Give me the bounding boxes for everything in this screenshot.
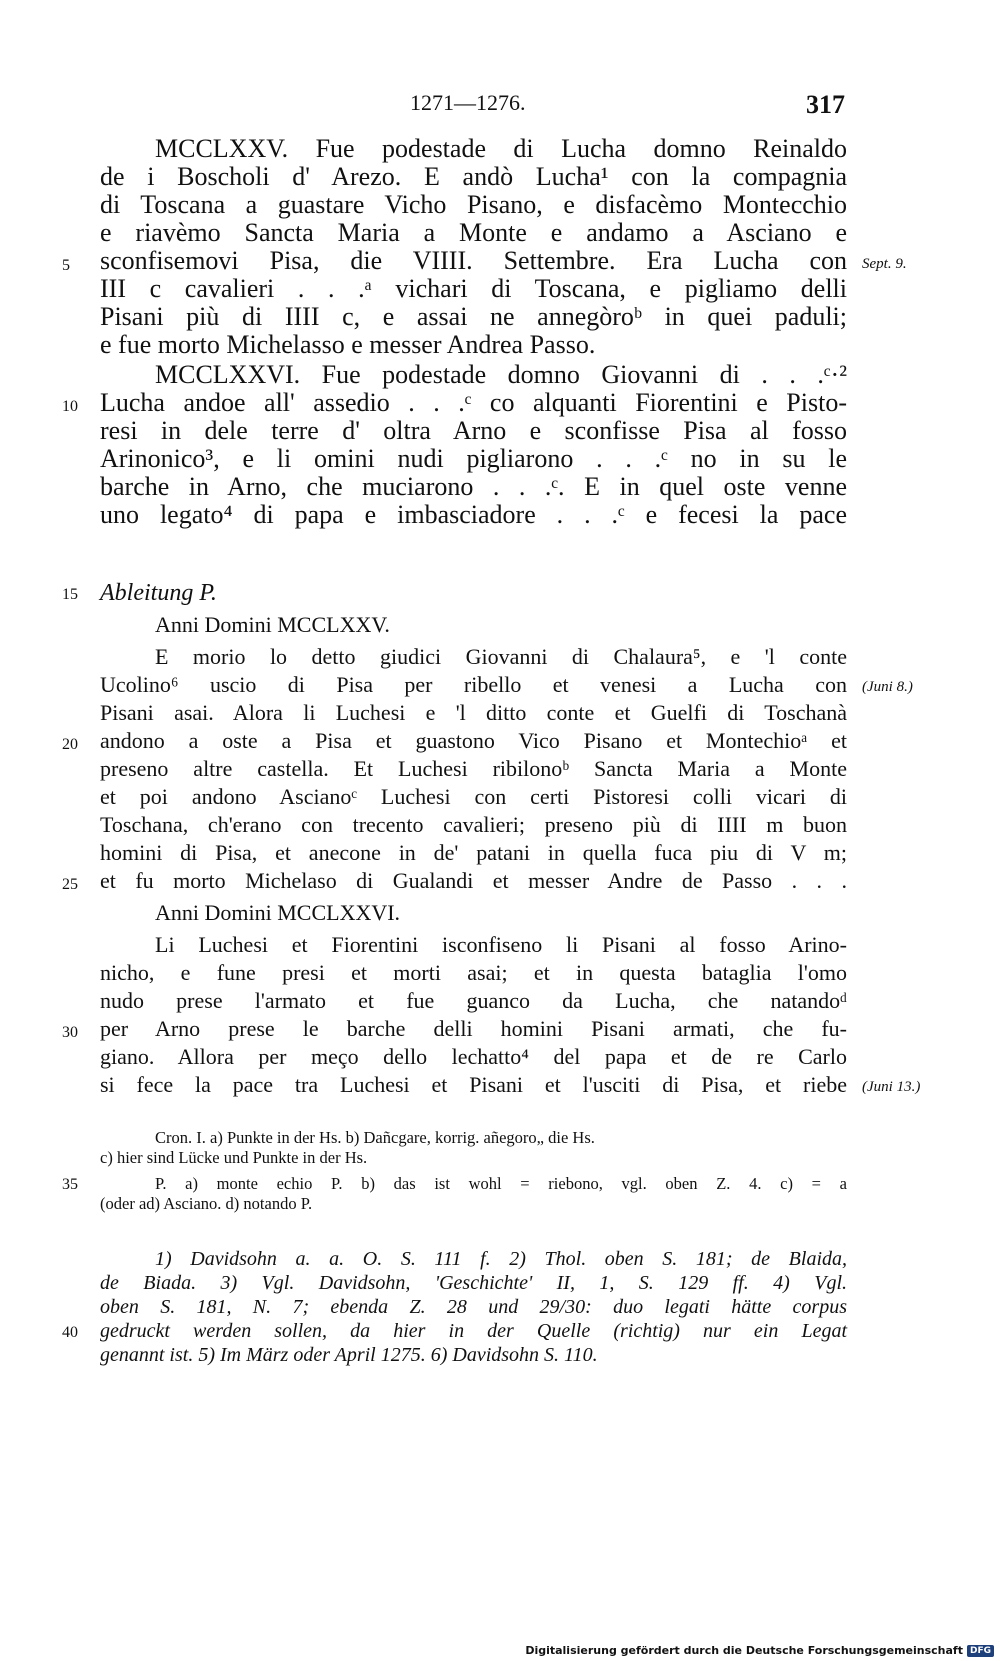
text-line: Pisani più di IIII c, e assai ne annegòroᵇ in quei paduli;	[100, 302, 847, 331]
text-line: homini di Pisa, et anecone in de' patani in quella fuca piu di V m;	[100, 840, 847, 865]
year-range: 1271—1276.	[410, 90, 526, 115]
text-line: per Arno prese le barche delli homini Pisani armati, che fu-	[100, 1016, 847, 1041]
apparatus-line: c) hier sind Lücke und Punkte in der Hs.	[100, 1148, 368, 1167]
page-number: 317	[806, 90, 845, 119]
line-number: 40	[62, 1324, 78, 1341]
text-line: andono a oste a Pisa et guastono Vico Pisano et Montechioᵃ et	[100, 728, 847, 753]
line-number: 25	[62, 876, 78, 893]
margin-date: (Juni 8.)	[862, 679, 913, 695]
section-heading: Ableitung P.	[100, 580, 217, 606]
text-line: de i Boscholi d' Arezo. E andò Lucha¹ con la compagnia	[100, 162, 847, 191]
digitization-credit	[525, 1644, 994, 1657]
text-line: sconfisemovi Pisa, die VIIII. Settembre. Era Lucha con	[100, 246, 847, 275]
dfg-logo-icon: DFG	[967, 1645, 994, 1657]
text-line: Pisani asai. Alora li Luchesi e 'l ditto conte et Guelfi di Toschanà	[100, 700, 847, 725]
text-line: MCCLXXV. Fue podestade di Lucha domno Reinaldo	[155, 134, 847, 163]
text-line: barche in Arno, che muciarono . . .ᶜ. E in quel oste venne	[100, 472, 847, 501]
text-line: Lucha andoe all' assedio . . .ᶜ co alquanti Fiorentini e Pisto-	[100, 388, 847, 417]
footnote-line: 1) Davidsohn a. a. O. S. 111 f. 2) Thol. oben S. 181; de Blaida,	[155, 1248, 847, 1270]
text-line: Ucolino⁶ uscio di Pisa per ribello et venesi a Lucha con	[100, 672, 847, 697]
text-line: si fece la pace tra Luchesi et Pisani et l'usciti di Pisa, et riebe	[100, 1072, 847, 1097]
footnote-line: gedruckt werden sollen, da hier in der Quelle (richtig) nur ein Legat	[100, 1320, 847, 1342]
margin-date: Sept. 9.	[862, 256, 907, 272]
text-line: Toschana, ch'erano con trecento cavalieri; preseno più di IIII m buon	[100, 812, 847, 837]
text-line: et fu morto Michelaso di Gualandi et messer Andre de Passo . . .	[100, 868, 847, 893]
apparatus-line: (oder ad) Asciano. d) notando P.	[100, 1194, 313, 1213]
text-line: et poi andono Ascianoᶜ Luchesi con certi Pistoresi colli vicari di	[100, 784, 847, 809]
credit-text: Digitalisierung gefördert durch die Deutsche Forschungsgemeinschaft	[525, 1644, 963, 1657]
text-line: di Toscana a guastare Vicho Pisano, e disfacèmo Montecchio	[100, 190, 847, 219]
footnote-line: genannt ist. 5) Im März oder April 1275. 6) Davidsohn S. 110.	[100, 1344, 598, 1366]
margin-date: (Juni 13.)	[862, 1079, 921, 1095]
text-line: resi in dele terre d' oltra Arno e sconfisse Pisa al fosso	[100, 416, 847, 445]
text-line: Anni Domini MCCLXXV.	[155, 612, 390, 637]
line-number: 10	[62, 398, 78, 415]
footnote-line: de Biada. 3) Vgl. Davidsohn, 'Geschichte' II, 1, S. 129 ff. 4) Vgl.	[100, 1272, 847, 1294]
text-line: uno legato⁴ di papa e imbasciadore . . .ᶜ e fecesi la pace	[100, 500, 847, 529]
line-number: 20	[62, 736, 78, 753]
text-line: nicho, e fune presi et morti asai; et in questa bataglia l'omo	[100, 960, 847, 985]
text-line: MCCLXXVI. Fue podestade domno Giovanni di . . .ᶜ·²	[155, 360, 847, 389]
text-line: e riavèmo Sancta Maria a Monte e andamo a Asciano e	[100, 218, 847, 247]
line-number: 5	[62, 257, 70, 274]
running-header	[0, 90, 1000, 120]
text-line: III c cavalieri . . .ᵃ vichari di Toscana, e pigliamo delli	[100, 274, 847, 303]
line-number: 30	[62, 1024, 78, 1041]
apparatus-line: P. a) monte echio P. b) das ist wohl = riebono, vgl. oben Z. 4. c) = a	[155, 1174, 847, 1193]
text-line: nudo prese l'armato et fue guanco da Lucha, che natandoᵈ	[100, 988, 847, 1013]
footnote-line: oben S. 181, N. 7; ebenda Z. 28 und 29/30: duo legati hätte corpus	[100, 1296, 847, 1318]
text-line: giano. Allora per meço dello lechatto⁴ del papa et de re Carlo	[100, 1044, 847, 1069]
text-line: e fue morto Michelasso e messer Andrea Passo.	[100, 330, 596, 359]
text-line: E morio lo detto giudici Giovanni di Chalaura⁵, e 'l conte	[155, 644, 847, 669]
text-line: Li Luchesi et Fiorentini isconfiseno li Pisani al fosso Arino-	[155, 932, 847, 957]
text-line: Anni Domini MCCLXXVI.	[155, 900, 401, 925]
text-line: preseno altre castella. Et Luchesi ribilonoᵇ Sancta Maria a Monte	[100, 756, 847, 781]
text-line: Arinonico³, e li omini nudi pigliarono . . .ᶜ no in su le	[100, 444, 847, 473]
line-number: 15	[62, 586, 78, 603]
apparatus-line: Cron. I. a) Punkte in der Hs. b) Dañcgare, korrig. añegoro„ die Hs.	[155, 1128, 595, 1147]
line-number: 35	[62, 1176, 78, 1193]
